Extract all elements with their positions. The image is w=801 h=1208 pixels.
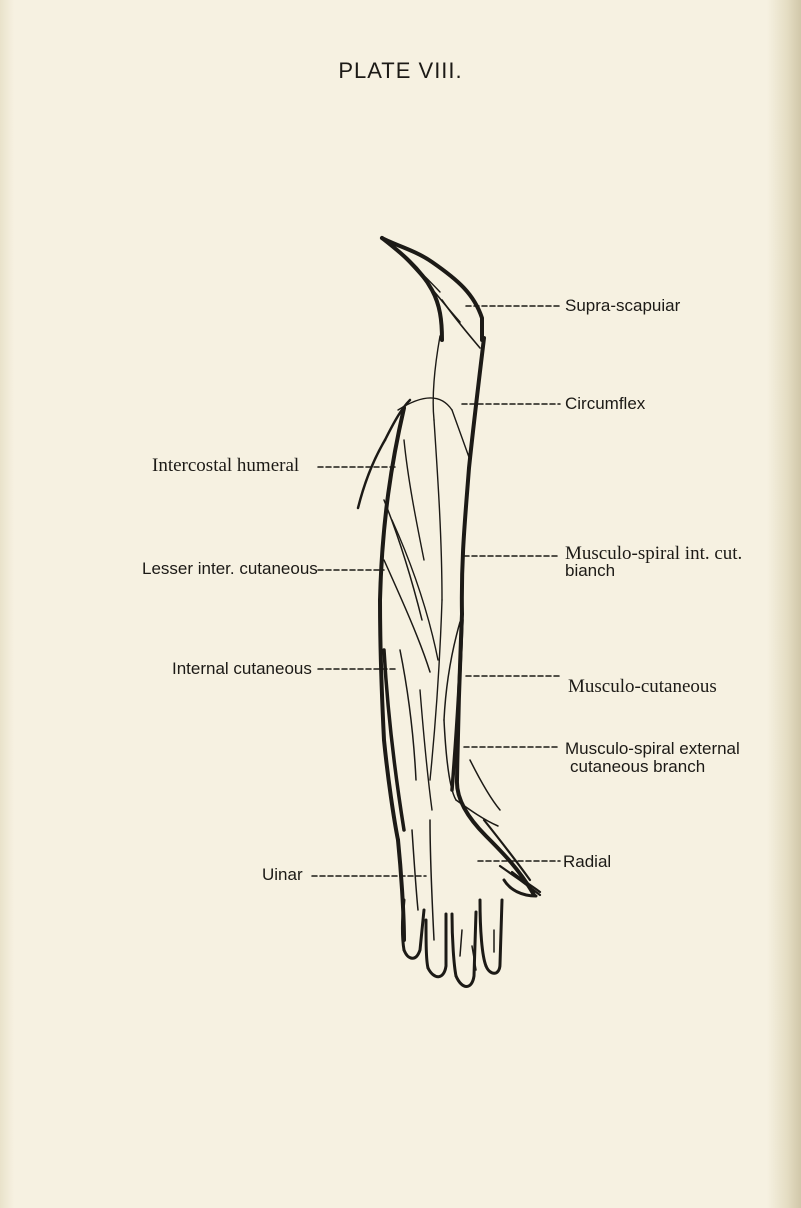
nerve-musculo-cutaneous <box>444 622 500 826</box>
label-musculo-cutaneous: Musculo-cutaneous <box>568 676 717 697</box>
nerve-radial <box>484 820 540 895</box>
label-internal-cutaneous: Internal cutaneous <box>172 659 312 678</box>
arm-outline <box>380 238 534 940</box>
label-musculo-spiral-external: Musculo-spiral external <box>565 739 740 758</box>
label-lesser-inter-cutaneous: Lesser inter. cutaneous <box>142 559 318 578</box>
label-ulnar: Uinar <box>262 865 303 884</box>
hand-outline <box>403 880 537 987</box>
label-musculo-spiral-int-cut-branch: bianch <box>565 561 616 580</box>
label-musculo-spiral-external-branch: cutaneous branch <box>570 757 706 776</box>
label-intercostal-humeral: Intercostal humeral <box>152 455 300 476</box>
leader-lines <box>312 306 560 876</box>
label-radial: Radial <box>563 852 612 871</box>
label-musculo-spiral-int-cut: Musculo-spiral int. cut. <box>565 543 743 564</box>
label-circumflex: Circumflex <box>565 394 646 413</box>
plate-title: PLATE VIII. <box>338 58 463 83</box>
label-supra-scapular: Supra-scapuiar <box>565 296 681 315</box>
